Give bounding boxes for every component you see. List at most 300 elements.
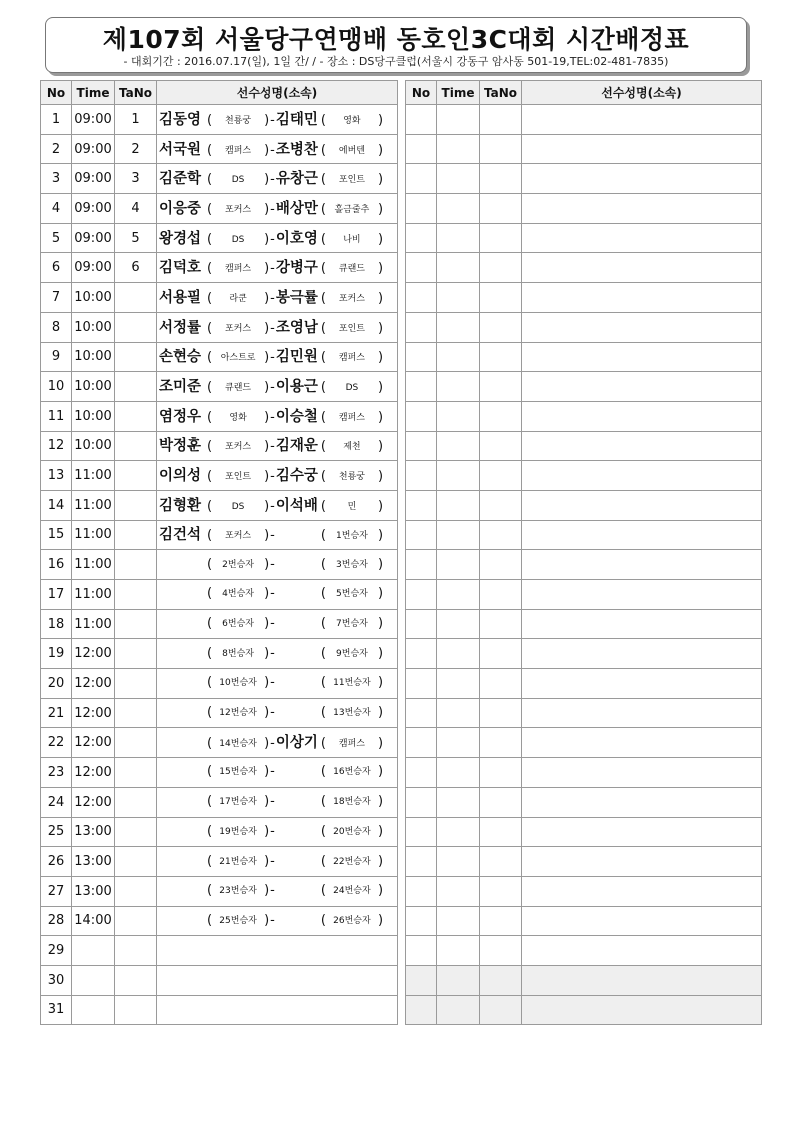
- table-row: [41, 787, 398, 817]
- table-row: [41, 936, 398, 966]
- player1-name: 이의성: [159, 468, 202, 485]
- empty-cell: [437, 995, 480, 1025]
- cell-no: 25: [41, 817, 72, 847]
- player1-name: 김덕호: [159, 260, 202, 277]
- empty-cell: [406, 995, 437, 1025]
- cell-players: [157, 906, 398, 936]
- player2-affiliation: 1번승자: [336, 531, 368, 542]
- paren-open: (: [207, 883, 213, 899]
- paren-close: ): [377, 320, 384, 336]
- paren-open: (: [207, 736, 213, 752]
- empty-cell: [437, 906, 480, 936]
- paren-open: (: [207, 469, 213, 485]
- table-row: [41, 639, 398, 669]
- paren-open: (: [320, 201, 326, 217]
- player1-affiliation: 천룡궁: [225, 115, 252, 126]
- paren-close: ): [264, 380, 270, 396]
- cell-players: [157, 728, 398, 758]
- player1-affiliation: 포커스: [225, 323, 252, 334]
- empty-cell: [480, 253, 522, 283]
- player1-affiliation: 캠퍼스: [225, 264, 252, 275]
- cell-no: 22: [41, 728, 72, 758]
- paren-open: (: [207, 350, 213, 366]
- empty-cell: [480, 936, 522, 966]
- table-row-empty: [406, 223, 762, 253]
- table-row: [41, 342, 398, 372]
- col-header-tano: TaNo: [115, 81, 157, 105]
- vs-separator: -: [270, 261, 275, 277]
- table-row-empty: [406, 253, 762, 283]
- empty-cell: [406, 401, 437, 431]
- player1-affiliation: 포커스: [225, 204, 252, 215]
- cell-players: [157, 995, 398, 1025]
- cell-time: 12:00: [72, 728, 115, 758]
- cell-no: 2: [41, 134, 72, 164]
- table-row: [41, 817, 398, 847]
- player1-name: 김건석: [159, 527, 202, 544]
- cell-tano: [115, 906, 157, 936]
- empty-cell: [406, 817, 437, 847]
- empty-cell: [406, 342, 437, 372]
- table-row: [41, 995, 398, 1025]
- player2-name: 이승철: [275, 408, 318, 425]
- empty-cell: [480, 223, 522, 253]
- empty-cell: [437, 105, 480, 135]
- cell-time: 11:00: [72, 490, 115, 520]
- player2-affiliation: 영화: [343, 115, 361, 126]
- table-row-empty: [406, 728, 762, 758]
- paren-open: (: [207, 764, 213, 780]
- empty-cell: [480, 550, 522, 580]
- empty-cell: [406, 639, 437, 669]
- player1-affiliation: 23번승자: [219, 886, 257, 897]
- vs-separator: -: [270, 556, 275, 572]
- table-row: [41, 431, 398, 461]
- empty-cell: [522, 758, 762, 788]
- player1-affiliation: 큐랜드: [225, 383, 252, 394]
- empty-cell: [522, 639, 762, 669]
- paren-open: (: [207, 853, 213, 869]
- empty-cell: [406, 758, 437, 788]
- empty-cell: [522, 936, 762, 966]
- vs-separator: -: [270, 912, 275, 928]
- player2-name: 조병찬: [275, 141, 318, 158]
- cell-tano: [115, 283, 157, 313]
- paren-open: (: [207, 645, 213, 661]
- cell-players: [157, 580, 398, 610]
- paren-close: ): [377, 823, 384, 839]
- paren-open: (: [207, 172, 213, 188]
- empty-cell: [437, 580, 480, 610]
- table-row: [41, 490, 398, 520]
- cell-no: 9: [41, 342, 72, 372]
- paren-open: (: [320, 616, 326, 632]
- cell-no: 27: [41, 876, 72, 906]
- table-row: [41, 669, 398, 699]
- paren-open: (: [207, 142, 213, 158]
- player1-affiliation: 10번승자: [219, 678, 257, 689]
- player2-affiliation: 캠퍼스: [338, 353, 365, 364]
- player2-affiliation: 에버텐: [338, 145, 365, 156]
- empty-cell: [480, 639, 522, 669]
- table-row: [41, 698, 398, 728]
- player1-affiliation: 6번승자: [222, 619, 254, 630]
- empty-cell: [522, 312, 762, 342]
- empty-cell: [437, 758, 480, 788]
- empty-cell: [437, 876, 480, 906]
- cell-players: [157, 639, 398, 669]
- empty-cell: [406, 194, 437, 224]
- player2-name: 이상기: [275, 735, 318, 752]
- cell-players: [157, 134, 398, 164]
- cell-tano: [115, 609, 157, 639]
- empty-cell: [437, 253, 480, 283]
- paren-close: ): [377, 380, 384, 396]
- empty-cell: [437, 223, 480, 253]
- empty-cell: [406, 550, 437, 580]
- cell-no: 28: [41, 906, 72, 936]
- match-line: [157, 912, 383, 928]
- table-row: [41, 105, 398, 135]
- match-line: [157, 286, 383, 307]
- cell-tano: [115, 461, 157, 491]
- cell-players: [157, 194, 398, 224]
- player2-name: 김민원: [275, 349, 318, 366]
- cell-tano: [115, 669, 157, 699]
- empty-cell: [480, 965, 522, 995]
- empty-cell: [437, 550, 480, 580]
- player2-affiliation: 캠퍼스: [338, 739, 365, 750]
- empty-cell: [437, 134, 480, 164]
- paren-close: ): [264, 409, 270, 425]
- empty-cell: [480, 669, 522, 699]
- player2-affiliation: 26번승자: [333, 915, 371, 926]
- match-line: [157, 434, 383, 455]
- player1-name: 박정훈: [159, 438, 202, 455]
- paren-open: (: [207, 556, 213, 572]
- cell-players: [157, 965, 398, 995]
- cell-no: 31: [41, 995, 72, 1025]
- col-header-players: 선수성명(소속): [157, 81, 398, 105]
- player2-name: 봉극률: [275, 289, 318, 306]
- paren-open: (: [207, 201, 213, 217]
- match-line: [157, 763, 383, 779]
- cell-tano: [115, 876, 157, 906]
- cell-players: [157, 490, 398, 520]
- paren-open: (: [207, 380, 213, 396]
- empty-cell: [480, 609, 522, 639]
- paren-open: (: [320, 261, 326, 277]
- paren-open: (: [320, 736, 326, 752]
- empty-cell: [406, 461, 437, 491]
- cell-no: 4: [41, 194, 72, 224]
- player2-name: 김재운: [275, 438, 318, 455]
- vs-separator: -: [270, 320, 275, 336]
- empty-cell: [480, 194, 522, 224]
- player2-affiliation: 제천: [343, 442, 361, 453]
- player2-affiliation: 3번승자: [336, 559, 368, 570]
- paren-open: (: [207, 912, 213, 928]
- empty-cell: [406, 669, 437, 699]
- empty-cell: [522, 847, 762, 877]
- player2-affiliation: 24번승자: [333, 886, 371, 897]
- player2-affiliation: 11번승자: [333, 678, 371, 689]
- vs-separator: -: [270, 616, 275, 632]
- empty-cell: [522, 283, 762, 313]
- cell-time: 13:00: [72, 847, 115, 877]
- player2-affiliation: 16번승자: [333, 767, 371, 778]
- empty-cell: [480, 847, 522, 877]
- vs-separator: -: [270, 498, 275, 514]
- paren-open: (: [320, 350, 326, 366]
- player1-affiliation: DS: [231, 501, 245, 512]
- cell-time: 13:00: [72, 817, 115, 847]
- table-row: [41, 401, 398, 431]
- vs-separator: -: [270, 201, 275, 217]
- cell-no: 20: [41, 669, 72, 699]
- cell-no: 11: [41, 401, 72, 431]
- empty-cell: [522, 253, 762, 283]
- table-row-empty: [406, 965, 762, 995]
- table-row-empty: [406, 580, 762, 610]
- player2-affiliation: 22번승자: [333, 856, 371, 867]
- empty-cell: [480, 520, 522, 550]
- empty-cell: [522, 223, 762, 253]
- player1-name: 김형환: [159, 497, 202, 514]
- paren-close: ): [264, 528, 270, 544]
- empty-cell: [437, 965, 480, 995]
- empty-cell: [437, 847, 480, 877]
- cell-no: 26: [41, 847, 72, 877]
- paren-close: ): [264, 231, 270, 247]
- table-row-empty: [406, 372, 762, 402]
- cell-tano: [115, 787, 157, 817]
- empty-cell: [480, 164, 522, 194]
- paren-open: (: [207, 528, 213, 544]
- paren-open: (: [320, 853, 326, 869]
- player2-affiliation: 5번승자: [336, 589, 368, 600]
- match-line: [157, 138, 383, 159]
- player2-affiliation: 포인트: [338, 175, 365, 186]
- empty-cell: [480, 787, 522, 817]
- vs-separator: -: [270, 853, 275, 869]
- table-row: [41, 609, 398, 639]
- empty-cell: [480, 698, 522, 728]
- empty-cell: [406, 787, 437, 817]
- cell-no: 18: [41, 609, 72, 639]
- cell-time: [72, 995, 115, 1025]
- col-header-time: Time: [72, 81, 115, 105]
- paren-close: ): [264, 439, 270, 455]
- paren-close: ): [264, 261, 270, 277]
- player2-affiliation: 9번승자: [336, 648, 368, 659]
- player2-name: 이용근: [275, 379, 318, 396]
- cell-players: [157, 312, 398, 342]
- player2-affiliation: 나비: [343, 234, 361, 245]
- player1-affiliation: 영화: [229, 412, 247, 423]
- cell-no: 13: [41, 461, 72, 491]
- empty-cell: [437, 164, 480, 194]
- vs-separator: -: [270, 883, 275, 899]
- paren-open: (: [320, 469, 326, 485]
- empty-cell: [437, 401, 480, 431]
- col-header-time: Time: [437, 81, 480, 105]
- match-line: [157, 256, 383, 277]
- cell-time: 10:00: [72, 312, 115, 342]
- cell-tano: [115, 728, 157, 758]
- empty-cell: [522, 342, 762, 372]
- cell-no: 21: [41, 698, 72, 728]
- vs-separator: -: [270, 794, 275, 810]
- player1-affiliation: 캠퍼스: [225, 145, 252, 156]
- player1-affiliation: 21번승자: [219, 856, 257, 867]
- cell-time: 11:00: [72, 550, 115, 580]
- cell-players: [157, 461, 398, 491]
- cell-time: 10:00: [72, 283, 115, 313]
- cell-time: 09:00: [72, 194, 115, 224]
- cell-time: 09:00: [72, 134, 115, 164]
- empty-cell: [480, 817, 522, 847]
- cell-time: 10:00: [72, 342, 115, 372]
- table-row-empty: [406, 698, 762, 728]
- match-line: [157, 464, 383, 485]
- vs-separator: -: [270, 142, 275, 158]
- empty-cell: [480, 372, 522, 402]
- empty-cell: [480, 758, 522, 788]
- player1-affiliation: DS: [231, 175, 245, 186]
- player2-affiliation: 큐랜드: [338, 264, 365, 275]
- match-line: [157, 108, 383, 129]
- player1-name: 왕경섭: [159, 230, 202, 247]
- vs-separator: -: [270, 439, 275, 455]
- player1-name: 김준학: [159, 171, 202, 188]
- page-title: 제107회 서울당구연맹배 동호인3C대회 시간배정표: [102, 25, 690, 54]
- paren-open: (: [207, 439, 213, 455]
- empty-cell: [480, 728, 522, 758]
- empty-cell: [406, 253, 437, 283]
- match-line: [157, 523, 383, 544]
- cell-tano: 4: [115, 194, 157, 224]
- paren-close: ): [377, 556, 384, 572]
- paren-open: (: [320, 586, 326, 602]
- table-row-empty: [406, 312, 762, 342]
- paren-close: ): [377, 883, 384, 899]
- table-row-empty: [406, 490, 762, 520]
- cell-tano: [115, 936, 157, 966]
- empty-cell: [406, 431, 437, 461]
- empty-cell: [522, 609, 762, 639]
- paren-close: ): [377, 231, 384, 247]
- paren-open: (: [207, 586, 213, 602]
- empty-cell: [406, 312, 437, 342]
- vs-separator: -: [270, 764, 275, 780]
- paren-open: (: [320, 172, 326, 188]
- cell-tano: [115, 698, 157, 728]
- cell-players: [157, 550, 398, 580]
- paren-close: ): [377, 675, 384, 691]
- cell-time: 12:00: [72, 787, 115, 817]
- table-row-empty: [406, 461, 762, 491]
- vs-separator: -: [270, 172, 275, 188]
- cell-players: [157, 223, 398, 253]
- cell-tano: [115, 550, 157, 580]
- empty-cell: [437, 372, 480, 402]
- table-row-empty: [406, 639, 762, 669]
- table-row: [41, 134, 398, 164]
- player1-affiliation: 25번승자: [219, 915, 257, 926]
- empty-cell: [480, 312, 522, 342]
- player2-affiliation: 캠퍼스: [338, 412, 365, 423]
- match-line: [157, 615, 383, 631]
- empty-cell: [437, 609, 480, 639]
- empty-cell: [406, 105, 437, 135]
- title-box: [45, 17, 747, 73]
- paren-open: (: [320, 528, 326, 544]
- cell-no: 30: [41, 965, 72, 995]
- player2-name: 배상만: [275, 200, 318, 217]
- empty-cell: [522, 164, 762, 194]
- empty-cell: [406, 876, 437, 906]
- player2-name: 김수궁: [275, 468, 318, 485]
- player2-affiliation: 포인트: [338, 323, 365, 334]
- cell-time: 13:00: [72, 876, 115, 906]
- vs-separator: -: [270, 705, 275, 721]
- col-header-no: No: [406, 81, 437, 105]
- cell-time: 12:00: [72, 669, 115, 699]
- cell-tano: [115, 580, 157, 610]
- match-line: [157, 731, 383, 752]
- paren-open: (: [320, 231, 326, 247]
- empty-cell: [437, 431, 480, 461]
- player1-name: 서정률: [159, 319, 202, 336]
- paren-close: ): [264, 764, 270, 780]
- table-row: [41, 580, 398, 610]
- empty-cell: [522, 580, 762, 610]
- paren-close: ): [377, 261, 384, 277]
- empty-cell: [480, 431, 522, 461]
- player1-name: 손현승: [159, 349, 202, 366]
- empty-cell: [480, 490, 522, 520]
- empty-cell: [406, 609, 437, 639]
- cell-no: 15: [41, 520, 72, 550]
- table-row: [41, 253, 398, 283]
- empty-cell: [522, 461, 762, 491]
- vs-separator: -: [270, 823, 275, 839]
- cell-tano: 3: [115, 164, 157, 194]
- match-line: [157, 556, 383, 572]
- cell-tano: [115, 401, 157, 431]
- paren-open: (: [320, 380, 326, 396]
- paren-close: ): [377, 172, 384, 188]
- schedule-table-left: [40, 80, 398, 1025]
- match-line: [157, 375, 383, 396]
- paren-open: (: [207, 320, 213, 336]
- paren-open: (: [320, 675, 326, 691]
- paren-close: ): [264, 853, 270, 869]
- cell-tano: 5: [115, 223, 157, 253]
- table-row: [41, 223, 398, 253]
- player1-name: 염정우: [159, 408, 202, 425]
- col-header-no: No: [41, 81, 72, 105]
- player1-affiliation: 2번승자: [222, 559, 254, 570]
- empty-cell: [480, 342, 522, 372]
- cell-players: [157, 342, 398, 372]
- paren-open: (: [207, 675, 213, 691]
- player2-affiliation: 18번승자: [333, 797, 371, 808]
- col-header-players: 선수성명(소속): [522, 81, 762, 105]
- paren-close: ): [264, 201, 270, 217]
- table-row-empty: [406, 817, 762, 847]
